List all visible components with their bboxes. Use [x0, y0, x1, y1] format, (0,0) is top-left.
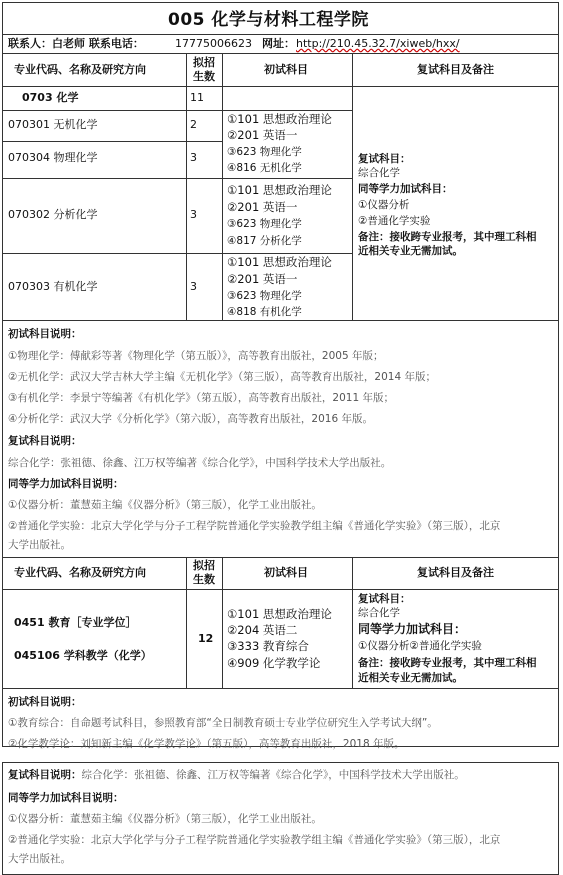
exam-item: ①101 思想政治理论	[227, 183, 332, 197]
notes-item: ①仪器分析：董慧茹主编《仪器分析》（第三版），化学工业出版社。	[8, 813, 322, 825]
notes-item: ②普通化学实验：北京大学化学与分子工程学院普通化学实验教学组主编《普通化学实验》（第三版），北京	[8, 520, 501, 532]
retest-title: 复试科目：	[358, 153, 411, 165]
divider	[2, 86, 559, 87]
notes-heading: 初试科目说明：	[8, 328, 82, 340]
retest-extra-title: 同等学力加试科目：	[358, 622, 467, 636]
divider	[2, 320, 559, 321]
website-link[interactable]: http://210.45.32.7/xiweb/hxx/	[296, 37, 460, 50]
col-line	[222, 557, 223, 688]
notes-item: ②普通化学实验：北京大学化学与分子工程学院普通化学实验教学组主编《普通化学实验》（第三版），北京	[8, 834, 501, 846]
col-line	[352, 557, 353, 688]
contact-phone: 17775006623	[175, 37, 252, 50]
major-row: 070301 无机化学	[8, 118, 98, 131]
notes-item: 大学出版社。	[8, 853, 71, 865]
notes-heading: 复试科目说明：	[8, 435, 82, 447]
header-retest: 复试科目及备注	[417, 566, 494, 579]
exam-item: ②201 英语一	[227, 200, 298, 214]
notes-item: ①仪器分析：董慧茹主编《仪器分析》（第三版），化学工业出版社。	[8, 499, 322, 511]
retest-subject: 综合化学	[358, 167, 400, 179]
contact-label: 联系人：白老师 联系电话：	[8, 37, 144, 50]
exam-item: ②204 英语二	[227, 623, 298, 637]
exam-item: ④909 化学教学论	[227, 656, 321, 670]
retest-note: 近相关专业无需加试。	[358, 245, 463, 257]
url-label: 网址：	[262, 37, 295, 50]
exam-item: ②201 英语一	[227, 272, 298, 286]
exam-item: ④816 无机化学	[227, 162, 302, 174]
notes-item: ②无机化学：武汉大学吉林大学主编《无机化学》（第三版），高等教育出版社，2014 年版；	[8, 371, 436, 383]
notes-heading	[8, 768, 465, 782]
quota-cell: 11	[190, 91, 204, 104]
retest-extra-item: ②普通化学实验	[358, 215, 431, 227]
notes-item: 大学出版社。	[8, 539, 71, 551]
major-row: 0703 化学	[22, 91, 79, 104]
header-initial: 初试科目	[264, 566, 308, 579]
col-line	[186, 53, 187, 320]
exam-item: ③623 物理化学	[227, 146, 302, 158]
major-row: 045106 学科教学（化学）	[14, 649, 152, 662]
retest-extra-item: ①仪器分析	[358, 199, 410, 211]
divider	[2, 557, 559, 558]
retest-notes-item: 综合化学：张祖德、徐鑫、江万权等编著《综合化学》，中国科学技术大学出版社。	[81, 769, 465, 781]
retest-subject: 综合化学	[358, 607, 400, 619]
exam-item: ③623 物理化学	[227, 218, 302, 230]
notes-heading: 同等学力加试科目说明：	[8, 478, 124, 490]
divider	[2, 589, 559, 590]
retest-title: 复试科目：	[358, 593, 411, 605]
major-row: 070302 分析化学	[8, 208, 98, 221]
header-retest: 复试科目及备注	[417, 63, 494, 76]
major-row: 070303 有机化学	[8, 280, 98, 293]
retest-note: 备注：接收跨专业报考，其中理工科相	[358, 657, 537, 669]
divider	[2, 141, 222, 142]
col-line	[352, 53, 353, 320]
quota-cell: 3	[190, 208, 197, 221]
quota-cell: 3	[190, 280, 197, 293]
notes-item: ③有机化学：李景宁等编著《有机化学》（第五版），高等教育出版社，2011 年版；	[8, 392, 394, 404]
divider	[2, 178, 352, 179]
notes-item: ②化学教学论：刘知新主编《化学教学论》（第五版），高等教育出版社，2018 年版。	[8, 738, 405, 750]
retest-notes-title: 复试科目说明：	[8, 769, 82, 781]
notes-heading: 初试科目说明：	[8, 696, 82, 708]
exam-item: ④818 有机化学	[227, 306, 302, 318]
header-quota: 拟招生数	[193, 559, 215, 586]
exam-item: ③333 教育综合	[227, 639, 309, 653]
header-major: 专业代码、名称及研究方向	[14, 63, 146, 76]
exam-item: ③623 物理化学	[227, 290, 302, 302]
header-major: 专业代码、名称及研究方向	[14, 566, 146, 579]
major-row: 0451 教育［专业学位］	[14, 616, 137, 629]
retest-note: 备注：接收跨专业报考，其中理工科相	[358, 231, 537, 243]
notes-item: ①教育综合：自命题考试科目，参照教育部“全日制教育硕士专业学位研究生入学考试大纲”。	[8, 717, 438, 729]
divider	[2, 53, 559, 54]
header-initial: 初试科目	[264, 63, 308, 76]
retest-extra-item: ①仪器分析②普通化学实验	[358, 640, 482, 652]
exam-item: ①101 思想政治理论	[227, 607, 332, 621]
notes-item: ④分析化学：武汉大学《分析化学》（第六版），高等教育出版社，2016 年版。	[8, 413, 373, 425]
exam-item: ①101 思想政治理论	[227, 255, 332, 269]
col-line	[222, 53, 223, 320]
page-title: 005 化学与材料工程学院	[168, 10, 369, 30]
quota-cell: 3	[190, 151, 197, 164]
notes-item: 综合化学：张祖德、徐鑫、江万权等编著《综合化学》，中国科学技术大学出版社。	[8, 457, 392, 469]
divider	[2, 688, 559, 689]
quota-cell: 2	[190, 118, 197, 131]
major-row: 070304 物理化学	[8, 151, 98, 164]
header-quota: 拟招生数	[193, 56, 215, 83]
quota-cell: 12	[198, 632, 214, 645]
retest-note: 近相关专业无需加试。	[358, 672, 463, 684]
divider	[2, 34, 559, 35]
exam-item: ①101 思想政治理论	[227, 112, 332, 126]
exam-item: ②201 英语一	[227, 128, 298, 142]
notes-heading: 同等学力加试科目说明：	[8, 792, 124, 804]
col-line	[186, 557, 187, 688]
notes-item: ①物理化学：傅献彩等著《物理化学（第五版）》，高等教育出版社，2005 年版；	[8, 350, 384, 362]
exam-item: ④817 分析化学	[227, 235, 302, 247]
retest-extra-title: 同等学力加试科目：	[358, 183, 453, 195]
